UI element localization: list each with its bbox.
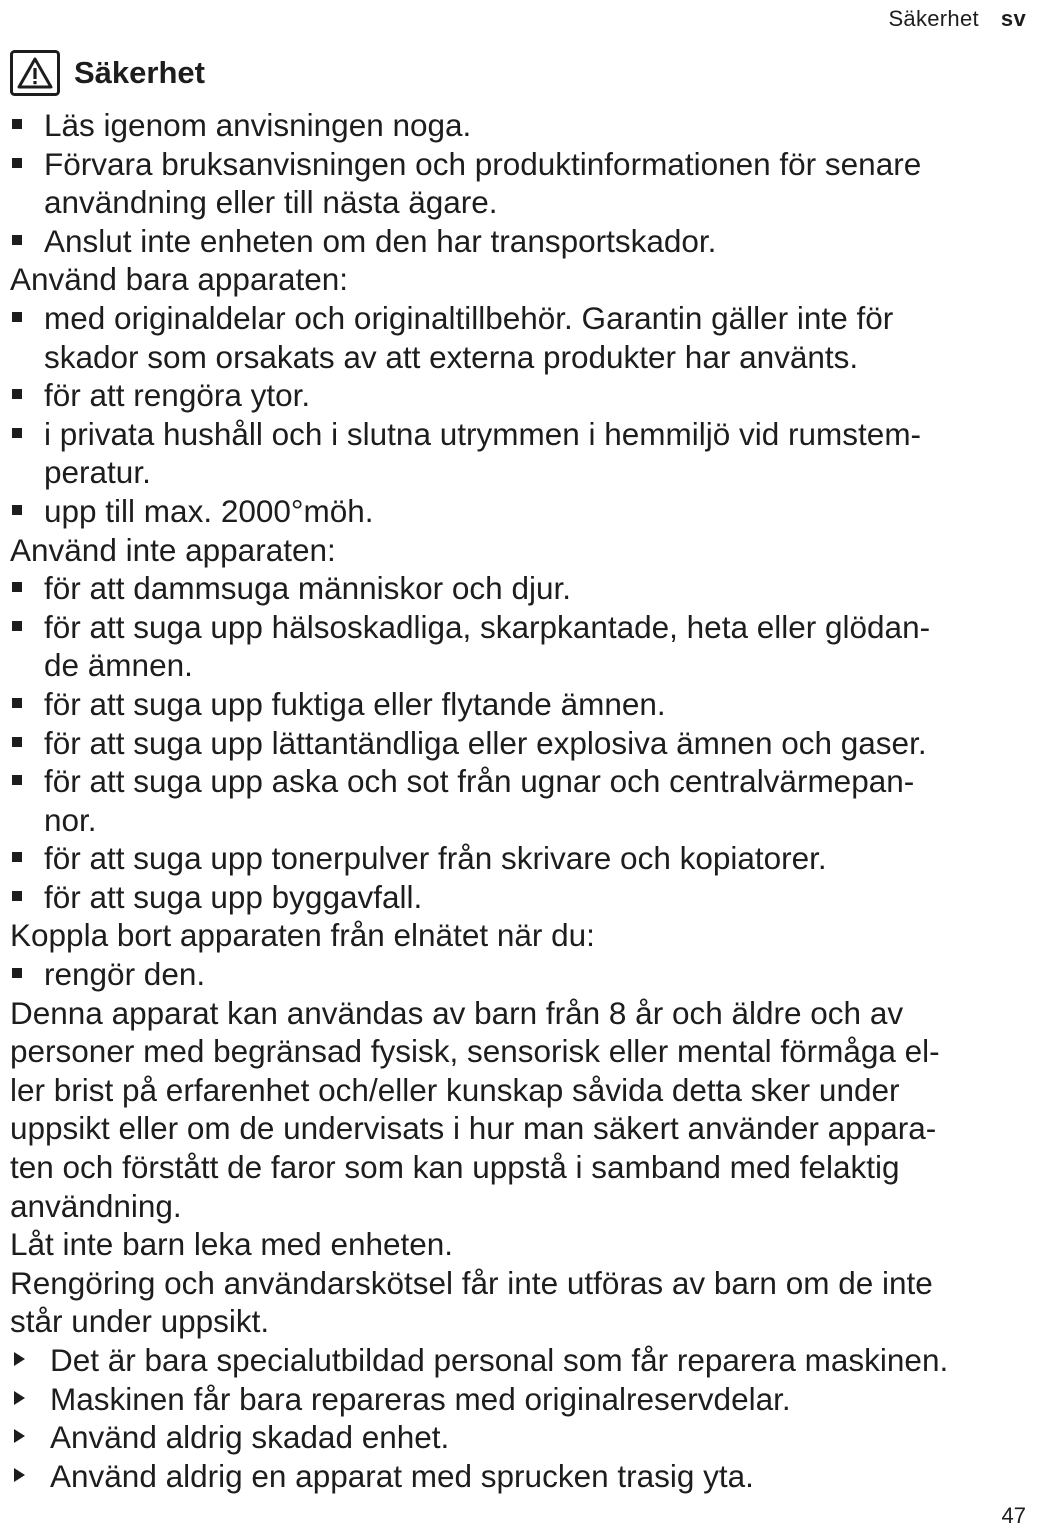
square-bullet-icon (12, 852, 22, 862)
safety-content (10, 106, 1038, 1495)
warning-triangle-icon (10, 50, 60, 96)
paragraph: Rengöring och användarskötsel får inte utföras av barn om de inte står under uppsikt. (10, 1264, 933, 1340)
list-item: för att suga upp lättantändliga eller explosiva ämnen och gaser. (10, 724, 1038, 763)
instruction-item: Använd aldrig en apparat med sprucken trasig yta. (10, 1457, 1038, 1496)
triangle-arrow-icon (14, 1429, 25, 1443)
square-bullet-icon (12, 389, 22, 399)
list-item: med originaldelar och originaltillbehör. Garantin gäller inte för skador som orsakats av att externa produkter har använts. (10, 299, 1038, 376)
paragraph: Använd inte apparaten: (10, 531, 336, 568)
square-bullet-icon (12, 428, 22, 438)
section-title-row (10, 50, 205, 96)
square-bullet-icon (12, 775, 22, 785)
running-header (888, 6, 1026, 32)
square-bullet-icon (12, 119, 22, 129)
page-title: Säkerhet (74, 55, 205, 90)
paragraph: Låt inte barn leka med enheten. (10, 1226, 454, 1263)
list-item: för att suga upp fuktiga eller flytande ämnen. (10, 685, 1038, 724)
paragraph: Koppla bort apparaten från elnätet när du: (10, 917, 595, 954)
header-language: sv (1000, 6, 1026, 31)
square-bullet-icon (12, 621, 22, 631)
triangle-arrow-icon (14, 1391, 25, 1405)
list-item: för att suga upp aska och sot från ugnar och centralvärmepan- nor. (10, 762, 1038, 839)
paragraph: Denna apparat kan användas av barn från 8 år och äldre och av personer med begränsad fysisk, sensorisk eller mental förmåga el- ler brist på erfarenhet och/eller kunskap såvida detta sker under uppsikt eller om de undervisats i hur man säkert använder appara- ten och förstått de faror som kan uppstå i samband med felaktig användning. (10, 994, 940, 1224)
header-section: Säkerhet (888, 6, 979, 31)
list-item: för att suga upp hälsoskadliga, skarpkantade, heta eller glödan- de ämnen. (10, 608, 1038, 685)
list-item: upp till max. 2000°möh. (10, 492, 1038, 531)
square-bullet-icon (12, 505, 22, 515)
triangle-arrow-icon (14, 1468, 25, 1482)
list-item: för att suga upp tonerpulver från skrivare och kopiatorer. (10, 839, 1038, 878)
instruction-item: Maskinen får bara repareras med originalreservdelar. (10, 1380, 1038, 1419)
square-bullet-icon (12, 968, 22, 978)
list-item: Läs igenom anvisningen noga. (10, 106, 1038, 145)
square-bullet-icon (12, 698, 22, 708)
instruction-item: Använd aldrig skadad enhet. (10, 1418, 1038, 1457)
square-bullet-icon (12, 737, 22, 747)
square-bullet-icon (12, 235, 22, 245)
list-item: Förvara bruksanvisningen och produktinformationen för senare användning eller till nästa ägare. (10, 145, 1038, 222)
list-item: rengör den. (10, 955, 1038, 994)
list-item: Anslut inte enheten om den har transportskador. (10, 222, 1038, 261)
square-bullet-icon (12, 158, 22, 168)
square-bullet-icon (12, 582, 22, 592)
page-number: 47 (1001, 1503, 1026, 1528)
list-item: i privata hushåll och i slutna utrymmen i hemmiljö vid rumstem- peratur. (10, 415, 1038, 492)
list-item: för att rengöra ytor. (10, 376, 1038, 415)
list-item: för att suga upp byggavfall. (10, 878, 1038, 917)
instruction-item: Det är bara specialutbildad personal som får reparera maskinen. (10, 1341, 1038, 1380)
square-bullet-icon (12, 312, 22, 322)
square-bullet-icon (12, 891, 22, 901)
list-item: för att dammsuga människor och djur. (10, 569, 1038, 608)
paragraph: Använd bara apparaten: (10, 261, 349, 298)
triangle-arrow-icon (14, 1352, 25, 1366)
